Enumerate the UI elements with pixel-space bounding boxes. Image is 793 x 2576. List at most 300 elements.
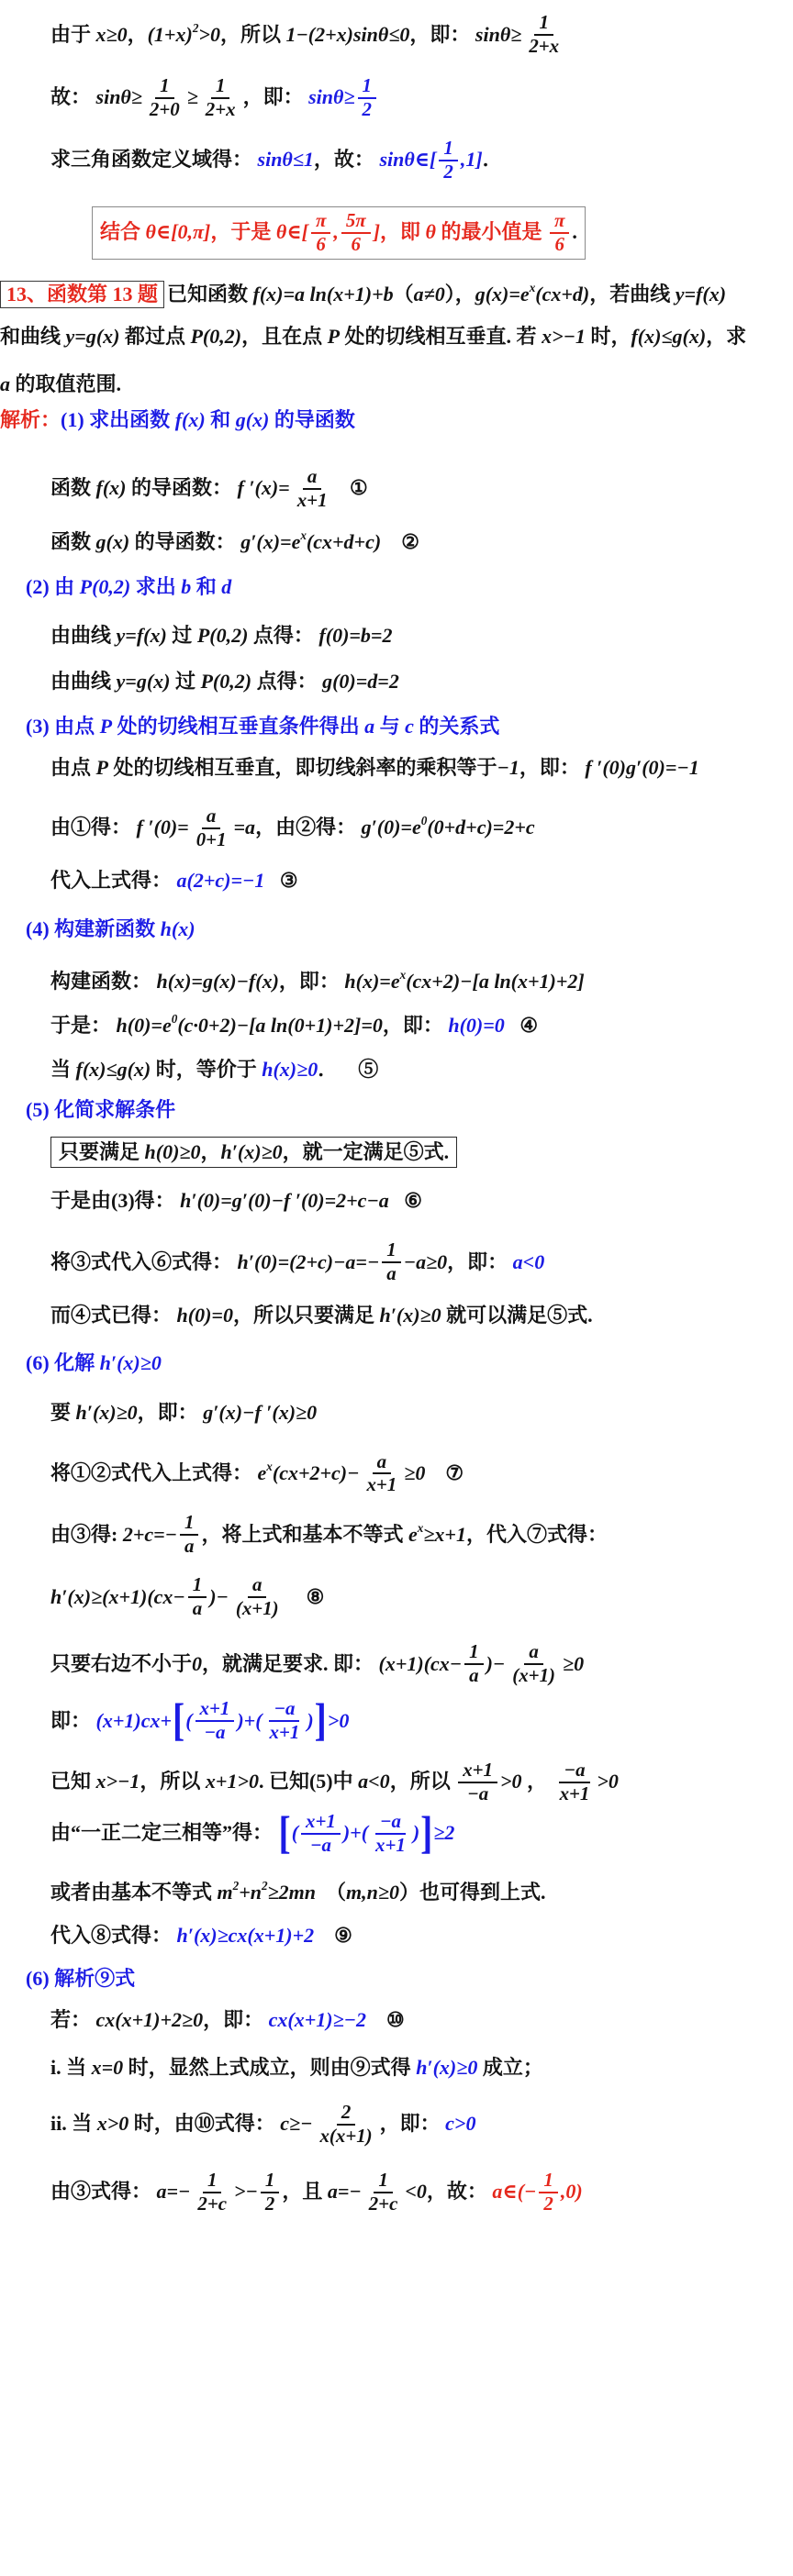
math-run: h′(0)=(2+c)−a=− (237, 1249, 380, 1273)
math-run: x>−1 (95, 1770, 140, 1793)
math-run: ≥x+1 (423, 1522, 466, 1546)
fraction-denominator: 2 (543, 2192, 553, 2215)
text-run: ⑧ (285, 1584, 325, 1608)
math-run: g′(0)=e (361, 816, 421, 839)
text-run: 和 (191, 574, 222, 598)
fraction-numerator: −a (375, 1812, 406, 1835)
math-run: a (364, 715, 375, 738)
math-run: h′(x)≥0 (99, 1350, 162, 1374)
math-run: y=g(x) (116, 670, 171, 694)
math-run: >− (234, 2180, 258, 2204)
text-run: ）， (444, 282, 475, 305)
fraction (555, 1760, 595, 1804)
text-run: 的最小值是 (435, 220, 547, 244)
text-run: 构建函数： (50, 970, 157, 994)
fraction-denominator: x+1 (296, 488, 328, 511)
text-run: 就可以满足⑤式. (441, 1304, 593, 1327)
text-run: (6) (26, 1350, 55, 1374)
math-run: f(x)=a ln(x+1)+b (252, 282, 394, 305)
fraction-numerator: x+1 (458, 1760, 497, 1783)
text-run: 化简求解条件 (54, 1097, 176, 1121)
fraction-numerator: 2 (337, 2103, 355, 2126)
highlight-box (50, 1137, 457, 1169)
text-run: ， (127, 22, 148, 46)
math-run: h(0)=0 (176, 1304, 233, 1327)
superscript: 0 (171, 1012, 178, 1027)
text-run: 结合 (100, 220, 146, 244)
text-run: 当 (50, 1057, 76, 1081)
math-run: a∈(− (492, 2180, 537, 2204)
fraction-denominator: a (184, 1535, 195, 1558)
fraction (293, 464, 332, 511)
math-run: g′(x)=e (240, 529, 301, 553)
fraction-denominator: x+1 (375, 1833, 406, 1856)
fraction-numerator: 1 (539, 2171, 557, 2193)
text-run: 由①得： (50, 816, 137, 839)
doc-line (0, 869, 793, 894)
text-run: (1) (61, 407, 90, 431)
math-run: =a (233, 816, 256, 839)
fraction-numerator: π (550, 211, 569, 234)
math-run: m (217, 1880, 233, 1904)
doc-line (0, 1058, 793, 1083)
math-run: g(x) (95, 529, 130, 553)
fraction-numerator: −a (269, 1699, 299, 1722)
text-run: ，由②得： (255, 816, 362, 839)
big-bracket: [ (173, 1694, 185, 1746)
math-run: f ′(x)= (237, 476, 290, 500)
text-run: ，所以 (389, 1770, 456, 1793)
math-run: h(0)=0 (448, 1014, 505, 1038)
fraction-numerator: 1 (211, 76, 229, 99)
text-run: 点得： (251, 670, 323, 694)
math-run: (cx+d) (535, 282, 590, 305)
doc-line (0, 1967, 793, 1992)
doc-line (0, 325, 793, 350)
fraction-denominator: 2+c (197, 2192, 228, 2215)
text-run: 由点 (50, 755, 96, 779)
fraction-denominator: 6 (351, 232, 361, 255)
math-run: g′(x)−f ′(x)≥0 (203, 1400, 318, 1424)
text-run: 函数 (50, 529, 96, 553)
math-run: ] (373, 220, 381, 244)
math-run: P(0,2) (200, 670, 252, 694)
big-bracket: ] (314, 1694, 327, 1746)
math-run: θ∈[ (275, 220, 308, 244)
math-run: c (405, 715, 414, 738)
math-run: f(x) (95, 476, 127, 500)
doc-line (0, 1351, 793, 1376)
math-run: y=g(x) (65, 325, 120, 349)
text-run: 的导函数 (269, 407, 355, 431)
fraction-denominator: 2 (264, 2192, 275, 2215)
math-run: h′(x)≥0 (416, 2055, 478, 2079)
doc-line (0, 715, 793, 739)
fraction-denominator: −a (204, 1720, 226, 1743)
fraction (458, 1760, 497, 1804)
math-run: >0 (327, 1708, 350, 1732)
text-run: (6) (26, 1967, 55, 1991)
fraction-denominator: 2 (443, 160, 453, 183)
fraction-numerator: 1 (464, 1642, 483, 1665)
math-run: ≥0 (404, 1461, 426, 1485)
math-run: P (327, 325, 341, 349)
math-run: )+( (237, 1708, 262, 1732)
text-run: 处的切线相互垂直，即切线斜率的乘积等于 (107, 755, 497, 779)
math-run: x>0 (96, 2112, 129, 2136)
doc-line (0, 1642, 793, 1686)
math-run: a<0 (358, 1770, 390, 1793)
text-run: ，即： (379, 2112, 446, 2136)
text-run: 由点 (54, 715, 100, 738)
text-run: ③ (264, 868, 298, 892)
text-run: 由曲线 (50, 670, 117, 694)
text-run: 13、函数第 13 题 (6, 282, 159, 305)
doc-line (0, 2168, 793, 2215)
fraction-denominator: 2+x (205, 97, 236, 120)
math-run: f(x)≤g(x) (75, 1057, 151, 1081)
math-run: c>0 (445, 2112, 476, 2136)
fraction-numerator: 1 (374, 2171, 392, 2193)
superscript: 0 (420, 814, 428, 828)
doc-line (0, 206, 793, 260)
text-run: ，即： (242, 85, 309, 109)
math-run: sinθ≥ (475, 22, 522, 46)
math-run: ≥2mn (267, 1880, 317, 1904)
doc-line (0, 1189, 793, 1214)
math-run: h′(x)≥0 (379, 1304, 441, 1327)
math-run: )+( (342, 1821, 369, 1845)
text-run: ，所以 (140, 1770, 206, 1793)
math-run: −1 (497, 755, 519, 779)
math-run: cx(x+1)≥−2 (268, 2008, 366, 2032)
doc-line (0, 806, 793, 850)
math-run: f ′(0)g′(0)=−1 (585, 755, 699, 779)
text-run: 的导函数： (126, 476, 238, 500)
fraction (231, 1575, 284, 1619)
math-run: (0+d+c)=2+c (427, 816, 535, 839)
doc-line (0, 464, 793, 511)
fraction-denominator: (x+1) (512, 1664, 555, 1687)
fraction (193, 2168, 231, 2215)
big-bracket: ] (420, 1807, 433, 1859)
fraction-numerator: 1 (155, 76, 173, 99)
fraction (188, 1575, 207, 1619)
text-run: ，即： (382, 1014, 449, 1038)
math-run: a≠0 (413, 282, 445, 305)
text-run: ，所以 (219, 22, 286, 46)
document-page (0, 13, 793, 2215)
text-run: 时，显然上式成立，则由⑨式得 (123, 2055, 417, 2079)
math-run: +n (239, 1880, 262, 1904)
text-run: ，即： (519, 755, 586, 779)
text-run: 都过点 (119, 325, 191, 349)
doc-line (0, 624, 793, 649)
doc-line (0, 13, 793, 57)
text-run: ，即： (137, 1400, 204, 1424)
doc-line (0, 1575, 793, 1619)
math-run: 1−(2+x)sinθ≤0 (285, 22, 410, 46)
doc-line (0, 917, 793, 942)
superscript: 2 (262, 1878, 268, 1893)
text-run: ，且 (282, 2180, 328, 2204)
text-run: 时，等价于 (151, 1057, 262, 1081)
text-run: . 已知(5)中 (258, 1770, 359, 1793)
text-run: 只要满足 (59, 1139, 145, 1163)
fraction (180, 1513, 198, 1557)
text-run: ⑨ (314, 1924, 352, 1948)
math-run: a(2+c)=−1 (176, 868, 265, 892)
problem-label-box (0, 281, 164, 309)
text-run: 与 (374, 715, 406, 738)
math-run: h′(0)=g′(0)−f ′(0)=2+c−a (180, 1189, 389, 1213)
math-run: ≥2 (433, 1821, 455, 1845)
math-run: ≥0 (563, 1651, 585, 1675)
doc-line (0, 1240, 793, 1284)
math-run: d (221, 574, 232, 598)
math-run: ) (307, 1708, 314, 1732)
text-run: 将③式代入⑥式得： (50, 1249, 238, 1273)
math-run: 2+c=− (122, 1522, 177, 1546)
fraction-numerator: a (373, 1452, 391, 1475)
text-run: 过 (170, 670, 201, 694)
text-run: (5) (26, 1097, 55, 1121)
text-run: 于是： (50, 1014, 117, 1038)
fraction-denominator: a (469, 1664, 479, 1687)
text-run: 的关系式 (413, 715, 500, 738)
math-run: (cx+d+c) (306, 529, 382, 553)
math-run: f(x)≤g(x) (631, 325, 707, 349)
fraction-denominator: 6 (554, 232, 564, 255)
math-run: <0 (405, 2180, 427, 2204)
text-run: 处的切线相互垂直条件得出 (112, 715, 365, 738)
fraction-numerator: a (303, 467, 321, 490)
math-run: ( (185, 1708, 193, 1732)
fraction (315, 2100, 376, 2147)
fraction (145, 73, 184, 120)
math-run: a<0 (512, 1249, 545, 1273)
text-run: ，故： (426, 2180, 493, 2204)
math-run: b (181, 574, 192, 598)
text-run: ，代入⑦式得： (465, 1522, 608, 1546)
text-run: 构建新函数 (54, 917, 161, 941)
math-run: ≥ (186, 85, 198, 109)
math-run: ,0) (560, 2180, 583, 2204)
doc-line (0, 1449, 793, 1496)
text-run: 成立； (477, 2055, 543, 2079)
fraction (341, 208, 371, 255)
doc-line (0, 1760, 793, 1804)
text-run: 化解 (54, 1350, 100, 1374)
fraction (371, 1809, 410, 1856)
fraction (201, 73, 240, 120)
text-run: ，就满足要求. 即： (202, 1651, 379, 1675)
text-run: 过 (166, 624, 197, 648)
text-run: i. 当 (50, 2055, 92, 2079)
text-run: ，故： (313, 148, 380, 172)
doc-line (0, 575, 793, 600)
text-run: 由③式得： (50, 2180, 157, 2204)
text-run: ⑩ (365, 2008, 405, 2032)
math-run: h′(x)≥0 (220, 1139, 283, 1163)
doc-line (0, 1137, 793, 1169)
math-run: sinθ≤1 (257, 148, 314, 172)
superscript: x (399, 968, 407, 983)
doc-line (0, 1694, 793, 1746)
text-run: (2) (26, 574, 55, 598)
fraction-numerator: 1 (188, 1575, 207, 1598)
math-run: x=0 (91, 2055, 124, 2079)
math-run: f(0)=b=2 (318, 624, 393, 648)
superscript: x (300, 527, 307, 542)
doc-line (0, 527, 793, 555)
math-run: )− (209, 1584, 229, 1608)
math-run: x+1>0 (205, 1770, 259, 1793)
superscript: 2 (232, 1878, 240, 1893)
math-run: h′(x)≥0 (75, 1400, 138, 1424)
text-run: 点得： (248, 624, 319, 648)
fraction-numerator: x+1 (195, 1699, 235, 1722)
math-run: )− (486, 1651, 506, 1675)
text-run: ⑥ (388, 1189, 423, 1213)
fraction-denominator: 0+1 (195, 827, 227, 850)
fraction (195, 1699, 235, 1743)
text-run: (3) (26, 715, 55, 738)
doc-line (0, 1878, 793, 1905)
math-run: ,1] (460, 148, 483, 172)
fraction-numerator: 1 (358, 76, 376, 99)
math-run: (x+1)(cx− (378, 1651, 463, 1675)
text-run: ，即： (409, 22, 475, 46)
text-run: 和 (205, 407, 236, 431)
text-run: 处的切线相互垂直. 若 (340, 325, 542, 349)
math-run: c≥− (280, 2112, 313, 2136)
math-run: (cx+2)−[a ln(x+1)+2] (406, 970, 585, 994)
fraction-numerator: 1 (534, 13, 553, 36)
doc-line (0, 2056, 793, 2081)
fraction (508, 1642, 560, 1686)
fraction-denominator: x+1 (366, 1473, 397, 1496)
fraction-denominator: −a (467, 1782, 489, 1804)
text-run: 的导函数： (129, 529, 241, 553)
math-run: ( (291, 1821, 299, 1845)
math-run: , (333, 220, 339, 244)
doc-line (0, 1807, 793, 1859)
fraction-denominator: −a (309, 1833, 331, 1856)
text-run: 已知函数 (167, 282, 253, 305)
math-run: −a≥0 (403, 1249, 448, 1273)
fraction-numerator: −a (559, 1760, 589, 1783)
fraction-numerator: x+1 (301, 1812, 341, 1835)
text-run: 解析⑨式 (54, 1967, 136, 1991)
text-run: 故： (50, 85, 96, 109)
text-run: ii. 当 (50, 2112, 97, 2136)
doc-line (0, 372, 793, 397)
math-run: 0 (192, 1651, 203, 1675)
text-run: 由曲线 (50, 624, 117, 648)
text-run: 代入上式得： (50, 868, 177, 892)
text-run: ，即： (447, 1249, 513, 1273)
doc-line (0, 1304, 793, 1328)
fraction-numerator: a (524, 1642, 542, 1665)
math-run: g(x) (235, 407, 270, 431)
big-bracket: [ (278, 1807, 291, 1859)
fraction (362, 1449, 401, 1496)
fraction-numerator: 1 (439, 139, 457, 161)
math-run: >0 (597, 1770, 619, 1793)
text-run: . (572, 220, 577, 244)
fraction-denominator: 2+x (529, 34, 560, 57)
text-run: ，求 (706, 325, 747, 349)
text-run: (4) (26, 917, 55, 941)
fraction (192, 806, 231, 850)
text-run: 要 (50, 1400, 76, 1424)
text-run: 求三角函数定义域得： (50, 148, 258, 172)
fraction-numerator: a (248, 1575, 266, 1598)
doc-line (0, 2008, 793, 2033)
text-run: （ (393, 282, 414, 305)
fraction (539, 2168, 557, 2215)
fraction-numerator: a (202, 806, 220, 829)
math-run: θ∈[0,π] (145, 220, 211, 244)
fraction (364, 2168, 403, 2215)
fraction (265, 1699, 305, 1743)
text-run: ④ (504, 1014, 539, 1038)
text-run: ，就一定满足⑤式. (282, 1139, 450, 1163)
highlight-box (92, 206, 586, 260)
text-run: 已知 (50, 1770, 96, 1793)
fraction-numerator: π (311, 211, 330, 234)
text-run: ）也可得到上式. (398, 1880, 546, 1904)
text-run: ，于是 (210, 220, 276, 244)
math-run: h(x)=g(x)−f(x) (156, 970, 279, 994)
fraction (358, 73, 376, 120)
fraction-denominator: 2+0 (149, 97, 180, 120)
math-run: P(0,2) (196, 624, 249, 648)
math-run: x>−1 (542, 325, 586, 349)
fraction (261, 2168, 279, 2215)
fraction (550, 208, 569, 255)
text-run: ，所以只要满足 (232, 1304, 380, 1327)
fraction (464, 1642, 483, 1686)
text-run: ⑦ (425, 1461, 464, 1485)
superscript: x (266, 1460, 273, 1474)
doc-line (0, 2100, 793, 2147)
fraction-denominator: 2+c (368, 2192, 398, 2215)
text-run: 时，由⑩式得： (128, 2112, 281, 2136)
doc-line (0, 1513, 793, 1557)
math-run: g(0)=d=2 (322, 670, 399, 694)
doc-line (0, 1924, 793, 1949)
text-run: ． ⑤ (318, 1057, 379, 1081)
doc-line (0, 970, 793, 994)
math-run: ) (412, 1821, 420, 1845)
text-run: 将①②式代入上式得： (50, 1461, 258, 1485)
math-run: h(x)=e (344, 970, 400, 994)
text-run: 若： (50, 2008, 96, 2032)
fraction-numerator: 1 (180, 1513, 198, 1536)
text-run: 函数 (50, 476, 96, 500)
math-run: m,n≥0 (346, 1880, 399, 1904)
text-run: ，即： (278, 970, 345, 994)
text-run: 的取值范围. (10, 372, 122, 396)
fraction (524, 13, 564, 57)
text-run: 求出 (130, 574, 182, 598)
fraction-denominator: a (192, 1597, 203, 1620)
math-run: >0 (198, 22, 220, 46)
doc-line (0, 73, 793, 120)
math-run: h(0)≥0 (144, 1139, 201, 1163)
